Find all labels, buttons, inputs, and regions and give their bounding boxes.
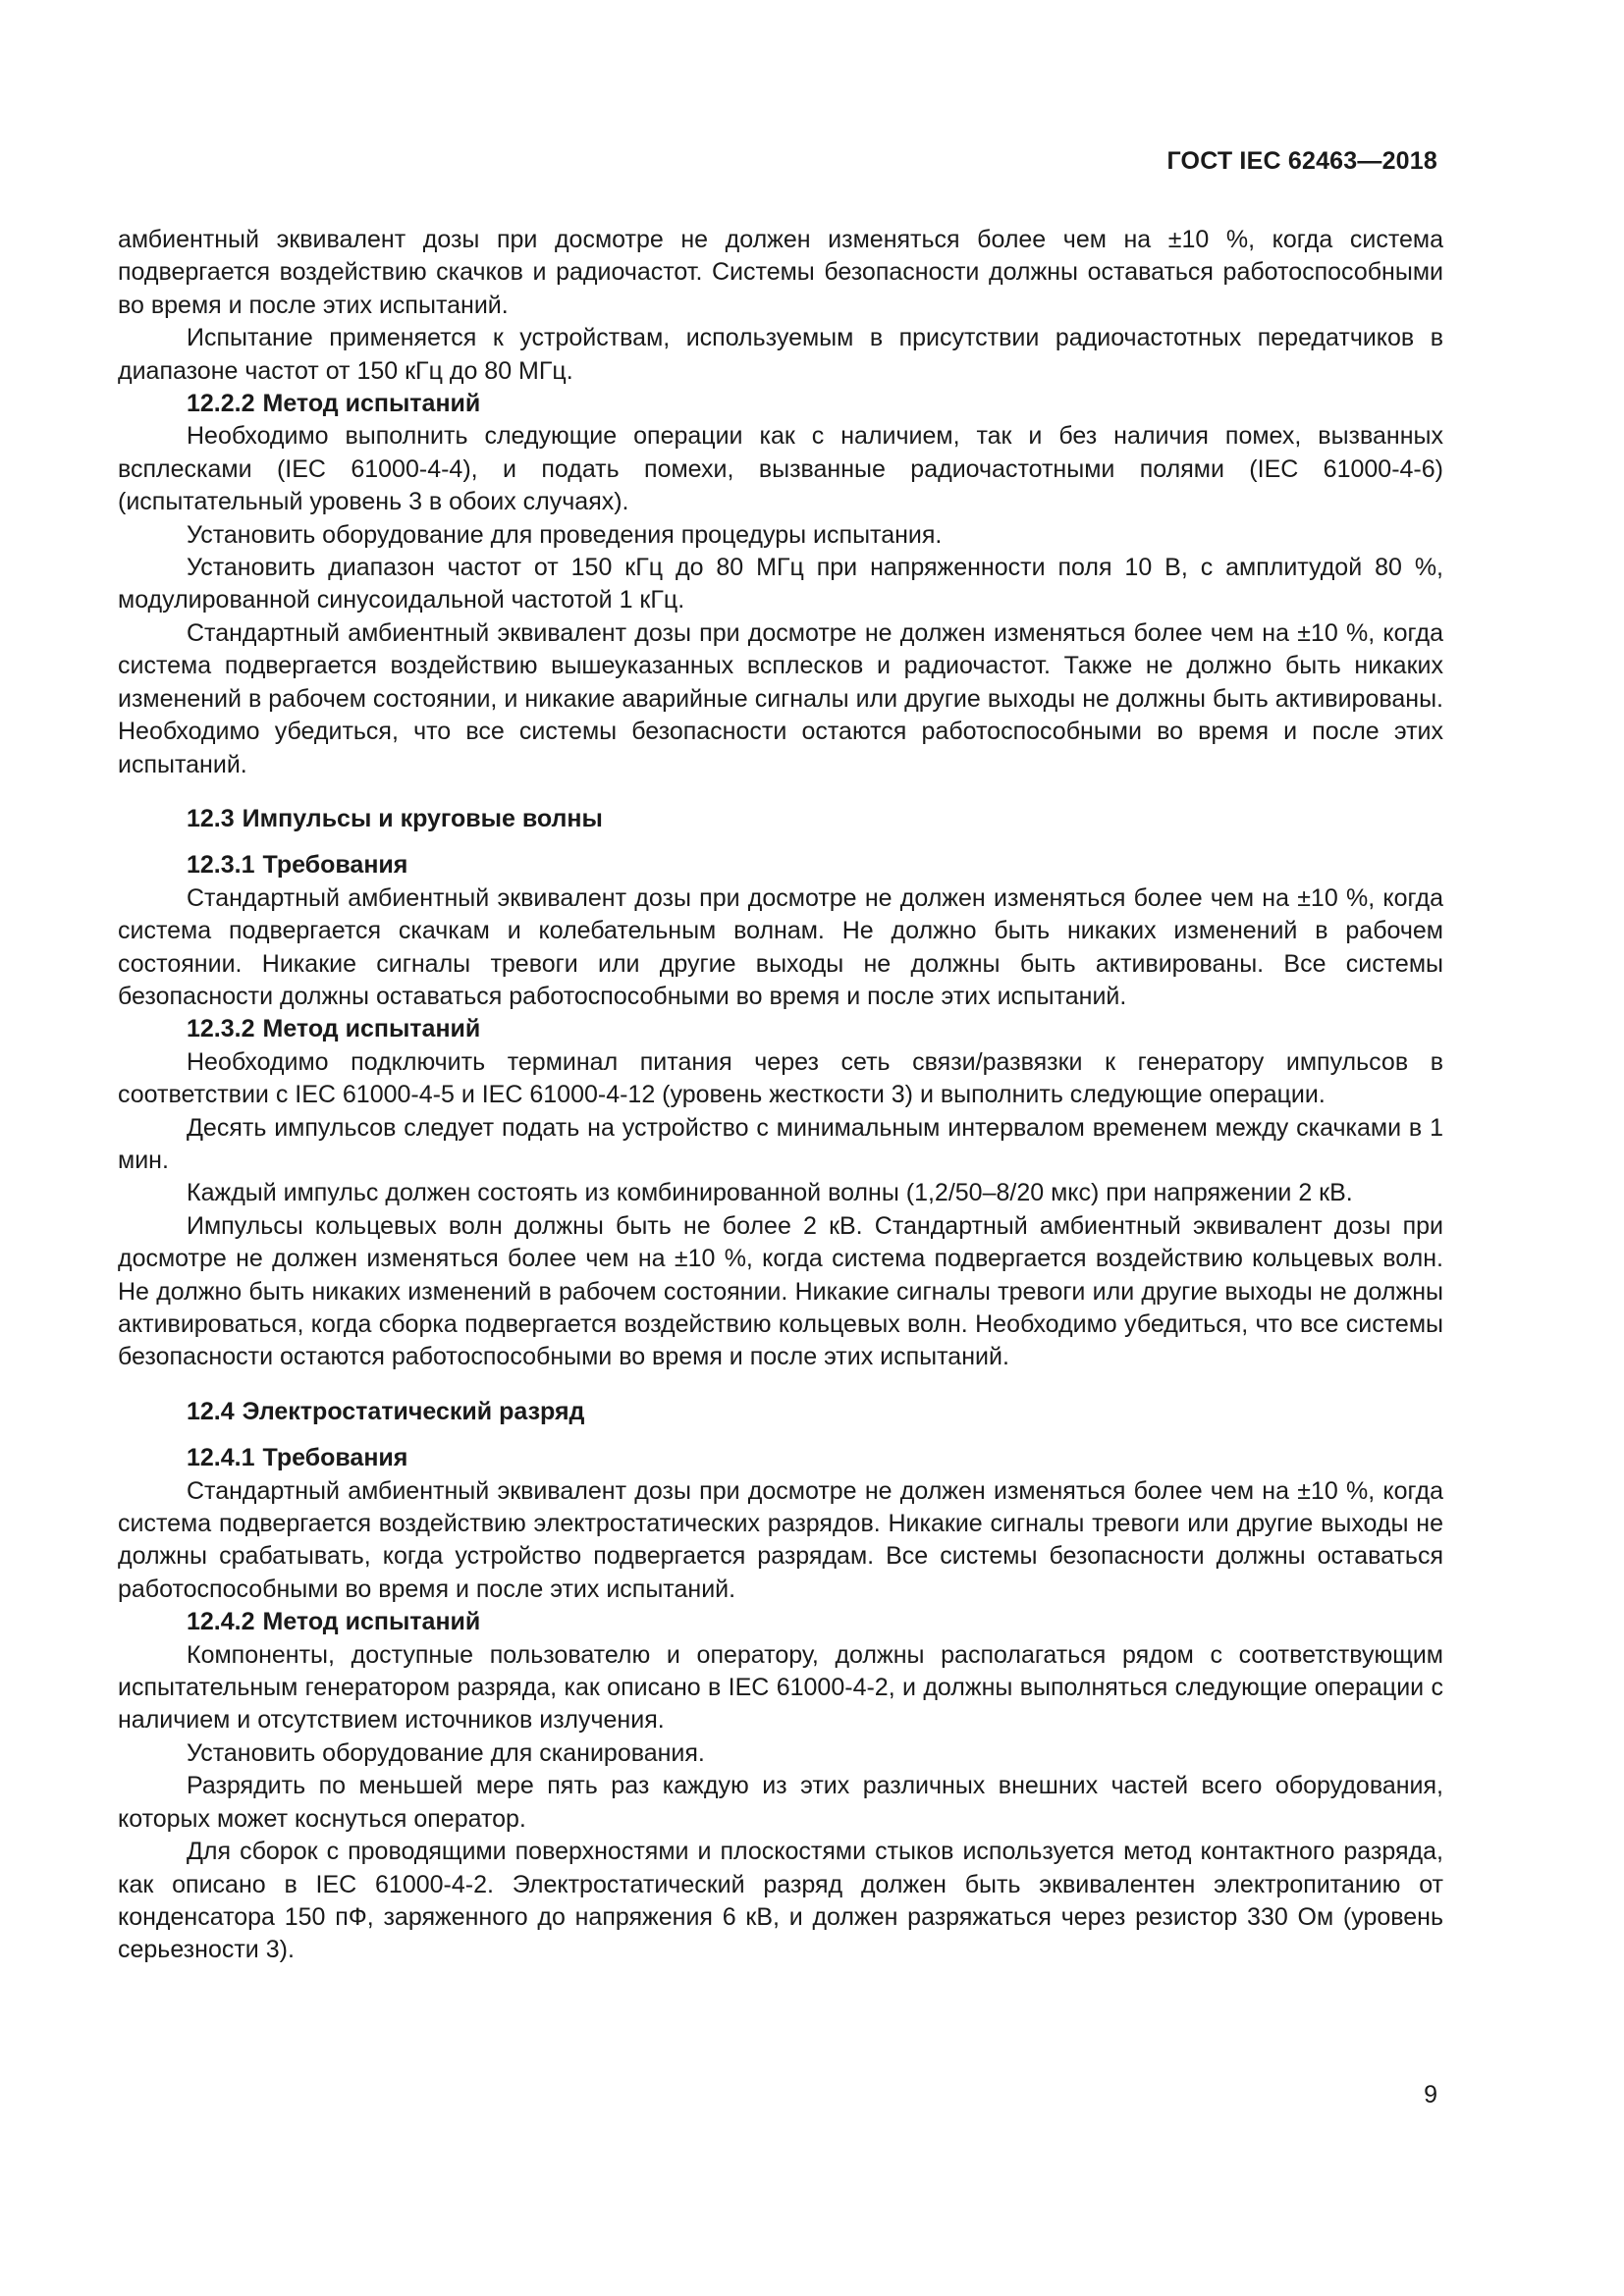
- heading-number: 12.4.2: [187, 1608, 255, 1636]
- paragraph: Установить оборудование для проведения процедуры испытания.: [187, 520, 943, 549]
- heading-number: 12.4.1: [187, 1444, 255, 1472]
- subsection-heading-12-4-2: [118, 1606, 1443, 1638]
- document-header: ГОСТ IEC 62463—2018: [1166, 147, 1437, 175]
- paragraph: Каждый импульс должен состоять из комбинированной волны (1,2/50–8/20 мкс) при напряжении 2 кВ.: [187, 1179, 1353, 1207]
- paragraph: Десять импульсов следует подать на устройство с минимальным интервалом временем между скачками в 1 мин.: [118, 1113, 1443, 1174]
- paragraph: Необходимо выполнить следующие операции как с наличием, так и без наличия помех, вызванных всплесками (IEC 61000-4-4), и подать помехи, вызванные радиочастотными полями (IEC 61000-4-6) (испытательный уровень 3 в обоих случаях).: [118, 422, 1443, 516]
- heading-title: Требования: [262, 851, 408, 880]
- heading-title: Импульсы и круговые волны: [242, 804, 603, 832]
- paragraph: Установить диапазон частот от 150 кГц до 80 МГц при напряженности поля 10 В, с амплитудой 80 %, модулированной синусоидальной частотой 1 кГц.: [118, 554, 1443, 614]
- heading-title: Электростатический разряд: [242, 1397, 585, 1425]
- subsection-heading-12-3-1: [118, 849, 1443, 881]
- paragraph: Импульсы кольцевых волн должны быть не более 2 кВ. Стандартный амбиентный эквивалент дозы при досмотре не должен изменяться более чем на ±10 %, когда система подвергается воздействию кольцевых волн. Не должно быть никаких изменений в рабочем состоянии. Никакие сигналы тревоги или другие выходы не должны активироваться, когда сборка подвергается воздействию кольцевых волн. Необходимо убедиться, что все системы безопасности остаются работоспособными во время и после этих испытаний.: [118, 1211, 1443, 1371]
- paragraph: Стандартный амбиентный эквивалент дозы при досмотре не должен изменяться более чем на ±10 %, когда система подвергается воздействию вышеуказанных всплесков и радиочастот. Также не должно быть никаких изменений в рабочем состоянии, и никакие аварийные сигналы или другие выходы не должны быть активированы. Необходимо убедиться, что все системы безопасности остаются работоспособными во время и после этих испытаний.: [118, 618, 1443, 778]
- heading-title: Метод испытаний: [262, 1015, 481, 1043]
- heading-title: Метод испытаний: [262, 1608, 481, 1636]
- heading-title: Требования: [262, 1444, 408, 1472]
- subsection-heading-12-2-2: [118, 388, 1443, 420]
- paragraph: Для сборок с проводящими поверхностями и плоскостями стыков используется метод контактного разряда, как описано в IEC 61000-4-2. Электростатический разряд должен быть эквивалентен электропитанию от конденсатора 150 пФ, заряженного до напряжения 6 кВ, и должен разряжаться через резистор 330 Ом (уровень серьезности 3).: [118, 1838, 1443, 1964]
- heading-number: 12.3.2: [187, 1015, 255, 1043]
- paragraph: Испытание применяется к устройствам, используемым в присутствии радиочастотных передатчиков в диапазоне частот от 150 кГц до 80 МГц.: [118, 324, 1443, 385]
- paragraph: Стандартный амбиентный эквивалент дозы при досмотре не должен изменяться более чем на ±10 %, когда система подвергается воздействию электростатических разрядов. Никакие сигналы тревоги или другие выходы не должны срабатывать, когда устройство подвергается разрядам. Все системы безопасности должны оставаться работоспособными во время и после этих испытаний.: [118, 1476, 1443, 1603]
- subsection-heading-12-3-2: [118, 1013, 1443, 1045]
- paragraph: Разрядить по меньшей мере пять раз каждую из этих различных внешних частей всего оборудования, которых может коснуться оператор.: [118, 1772, 1443, 1833]
- paragraph: Компоненты, доступные пользователю и оператору, должны располагаться рядом с соответствующим испытательным генератором разряда, как описано в IEC 61000-4-2, и должны выполняться следующие операции с наличием и отсутствием источников излучения.: [118, 1640, 1443, 1735]
- subsection-heading-12-4-1: [118, 1442, 1443, 1474]
- heading-number: 12.4: [187, 1397, 235, 1425]
- document-body: [118, 224, 1443, 1967]
- paragraph: Стандартный амбиентный эквивалент дозы при досмотре не должен изменяться более чем на ±10 %, когда система подвергается скачкам и колебательным волнам. Не должно быть никаких изменений в рабочем состоянии. Никакие сигналы тревоги или другие выходы не должны быть активированы. Все системы безопасности должны оставаться работоспособными во время и после этих испытаний.: [118, 883, 1443, 1010]
- paragraph: амбиентный эквивалент дозы при досмотре не должен изменяться более чем на ±10 %, когда система подвергается воздействию скачков и радиочастот. Системы безопасности должны оставаться работоспособными во время и после этих испытаний.: [118, 226, 1443, 319]
- heading-number: 12.2.2: [187, 390, 255, 418]
- heading-title: Метод испытаний: [262, 390, 481, 418]
- heading-number: 12.3.1: [187, 851, 255, 880]
- heading-number: 12.3: [187, 804, 235, 832]
- paragraph: Необходимо подключить терминал питания через сеть связи/развязки к генератору импульсов в соответствии с IEC 61000-4-5 и IEC 61000-4-12 (уровень жесткости 3) и выполнить следующие операции.: [118, 1047, 1443, 1109]
- page-number: 9: [1424, 2081, 1437, 2109]
- section-heading-12-3: [118, 803, 1443, 835]
- paragraph: Установить оборудование для сканирования.: [187, 1738, 705, 1767]
- section-heading-12-4: [118, 1396, 1443, 1428]
